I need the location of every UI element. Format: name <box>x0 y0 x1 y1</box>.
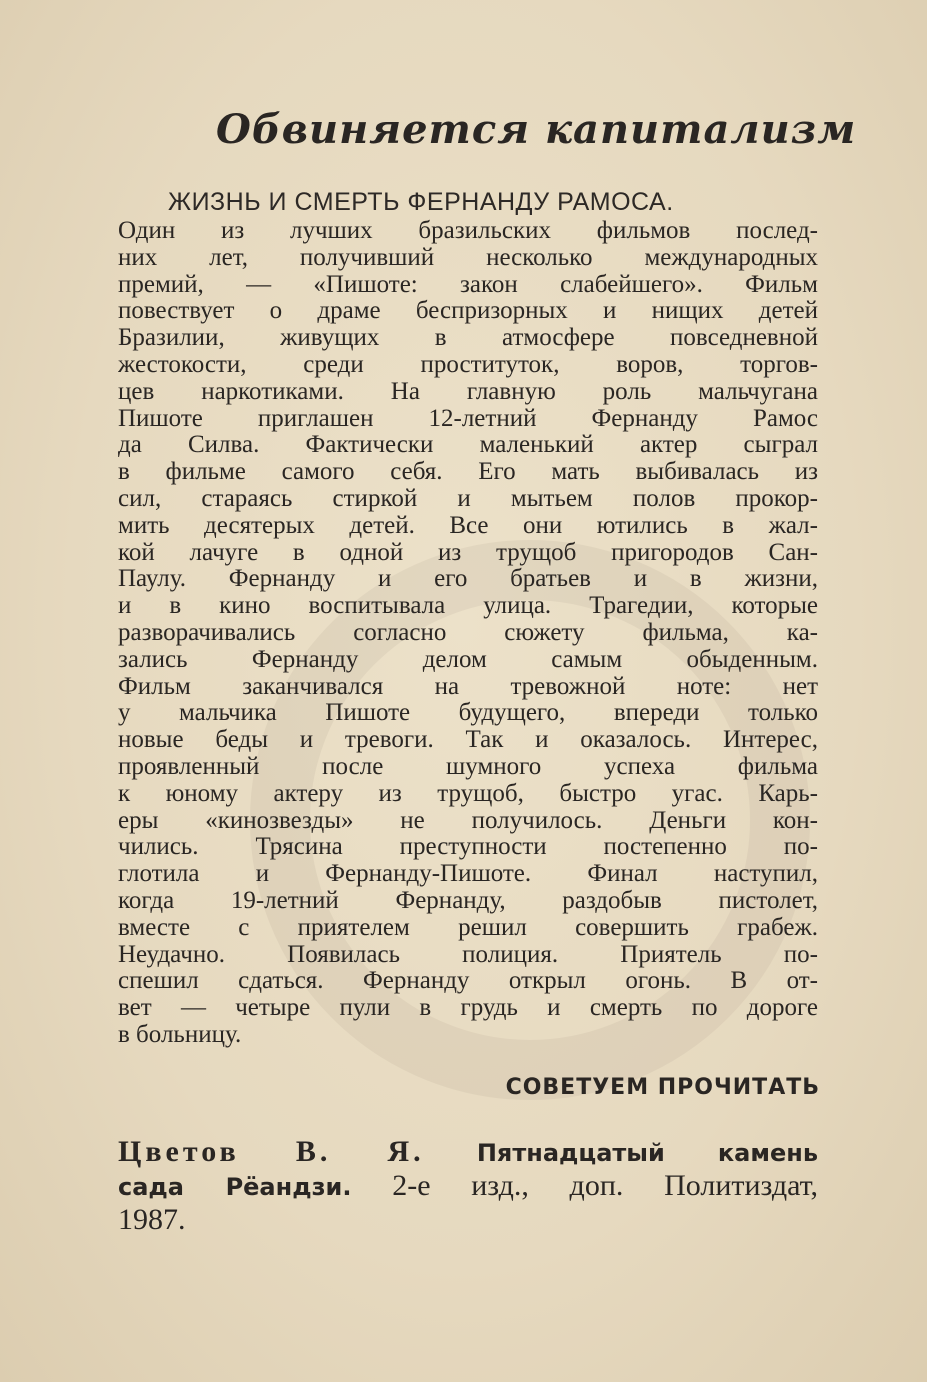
article-line: спешил сдаться. Фернанду открыл огонь. В от- <box>118 968 818 995</box>
recommend-heading: СОВЕТУЕМ ПРОЧИТАТЬ <box>505 1075 820 1100</box>
article-line: сил, стараясь стиркой и мытьем полов прокор- <box>118 485 818 512</box>
reference-details: 2-е изд., доп. Политиздат, <box>392 1169 819 1202</box>
reference-title: Пятнадцатый камень <box>476 1139 818 1167</box>
article-line: разворачивались согласно сюжету фильма, ка- <box>118 619 818 646</box>
article-line: проявленный после шумного успеха фильма <box>118 753 818 780</box>
article-line: новые беды и тревоги. Так и оказалось. Интерес, <box>118 727 818 754</box>
article-line: мить десятерых детей. Все они ютились в жал- <box>118 512 818 539</box>
article-heading: ЖИЗНЬ И СМЕРТЬ ФЕРНАНДУ РАМОСА. <box>168 188 674 216</box>
article-line: в фильме самого себя. Его мать выбивалась из <box>118 459 818 486</box>
article-line: у мальчика Пишоте будущего, впереди только <box>118 700 818 727</box>
article-line: премий, — «Пишоте: закон слабейшего». Фильм <box>118 271 818 298</box>
article-line: Один из лучших бразильских фильмов послед- <box>118 218 818 244</box>
article-line: чились. Трясина преступности постепенно по- <box>118 834 818 861</box>
article-line: вет — четыре пули в грудь и смерть по дороге <box>118 995 818 1022</box>
article-line: зались Фернанду делом самым обыденным. <box>118 646 818 673</box>
article-line: Пишоте приглашен 12-летний Фернанду Рамос <box>118 405 818 432</box>
article-line: Неудачно. Появилась полиция. Приятель по- <box>118 941 818 968</box>
article-line: вместе с приятелем решил совершить грабеж. <box>118 914 818 941</box>
article-line: и в кино воспитывала улица. Трагедии, которые <box>118 593 818 620</box>
article-line: кой лачуге в одной из трущоб пригородов Сан- <box>118 539 818 566</box>
article-line: жестокости, среди проституток, воров, торгов- <box>118 351 818 378</box>
reference-line <box>118 1135 818 1169</box>
reference-line <box>118 1169 818 1203</box>
article-line: Бразилии, живущих в атмосфере повседневной <box>118 325 818 352</box>
article-line: да Силва. Фактически маленький актер сыграл <box>118 432 818 459</box>
article-line: когда 19-летний Фернанду, раздобыв пистолет, <box>118 887 818 914</box>
article-line: еры «кинозвезды» не получилось. Деньги кон- <box>118 807 818 834</box>
reference-title: сада Рёандзи. <box>118 1173 352 1201</box>
article-line: Фильм заканчивался на тревожной ноте: нет <box>118 673 818 700</box>
article-line: них лет, получивший несколько международных <box>118 244 818 271</box>
article-body <box>118 218 818 1049</box>
article-line: повествует о драме беспризорных и нищих детей <box>118 298 818 325</box>
reference-year: 1987. <box>118 1203 186 1236</box>
page-headline: Обвиняется капитализм <box>216 106 857 153</box>
article-line: Паулу. Фернанду и его братьев и в жизни, <box>118 566 818 593</box>
reference-line <box>118 1203 818 1237</box>
article-line: к юному актеру из трущоб, быстро угас. Карь- <box>118 780 818 807</box>
book-reference <box>118 1135 818 1237</box>
article-line: в больницу. <box>118 1021 242 1048</box>
article-line: цев наркотиками. На главную роль мальчугана <box>118 378 818 405</box>
article-line: глотила и Фернанду-Пишоте. Финал наступил, <box>118 861 818 888</box>
reference-author: Цветов В. Я. <box>118 1135 425 1168</box>
